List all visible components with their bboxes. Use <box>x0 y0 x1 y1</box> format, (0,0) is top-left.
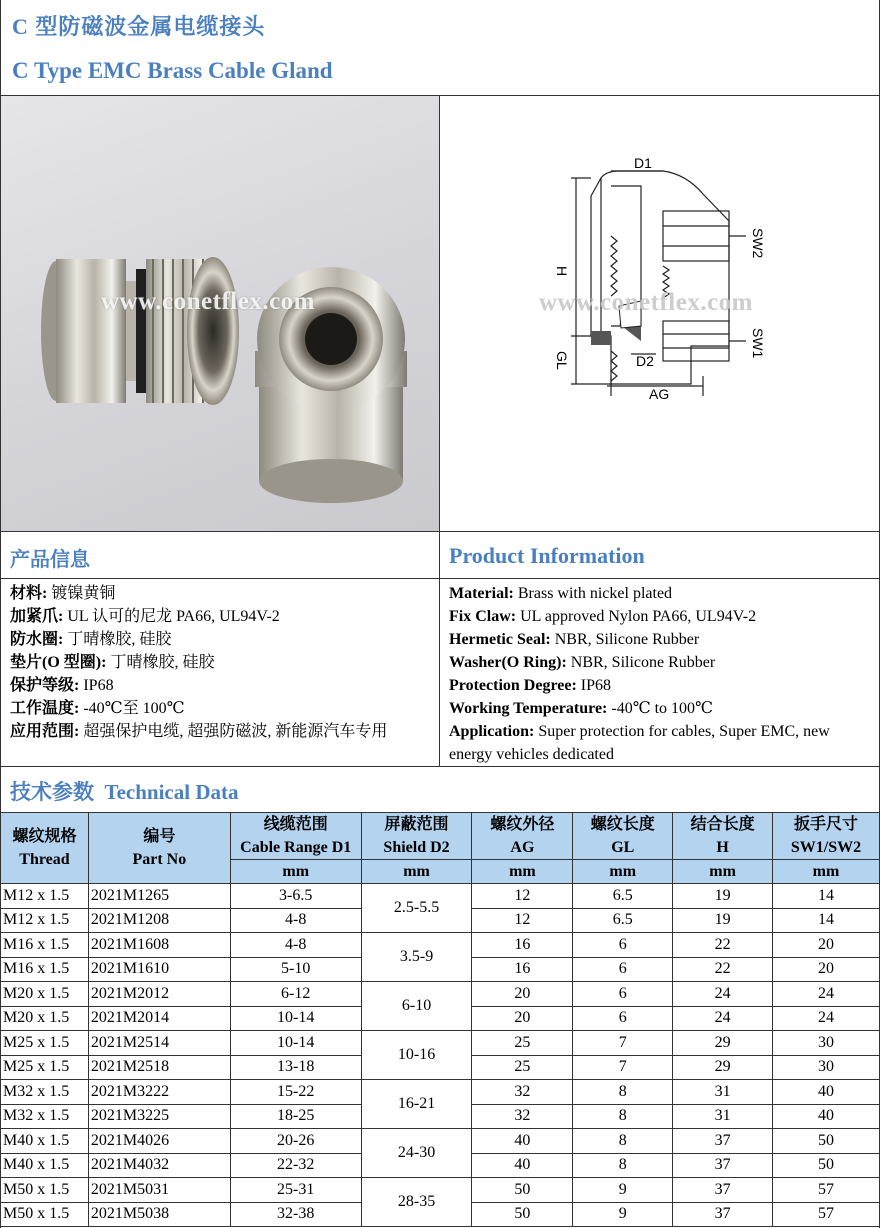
cell-h: 22 <box>673 933 773 958</box>
cell-ag: 40 <box>472 1153 573 1178</box>
unit-cell: mm <box>230 860 361 884</box>
cell-part: 2021M2014 <box>88 1006 230 1031</box>
cell-cable: 10-14 <box>230 1006 361 1031</box>
table-row <box>1 1031 880 1056</box>
cell-cable: 15-22 <box>230 1080 361 1105</box>
info-line-washer: 垫片(O 型圈): 丁晴橡胶, 硅胶 <box>10 654 215 671</box>
column-divider <box>439 95 440 766</box>
cell-sw: 24 <box>773 982 880 1007</box>
product-photo <box>1 96 439 531</box>
cell-shield: 10-16 <box>361 1031 472 1080</box>
cell-gl: 7 <box>573 1055 673 1080</box>
cell-sw: 57 <box>773 1202 880 1227</box>
cell-gl: 8 <box>573 1153 673 1178</box>
cell-h: 37 <box>673 1178 773 1203</box>
cell-thread: M20 x 1.5 <box>1 1006 89 1031</box>
info-line-material: 材料: 镀镍黄铜 <box>10 585 116 602</box>
cell-thread: M40 x 1.5 <box>1 1129 89 1154</box>
cell-shield: 16-21 <box>361 1080 472 1129</box>
column-header-ag: 螺纹外径 AG <box>472 813 573 860</box>
cell-h: 37 <box>673 1129 773 1154</box>
cell-thread: M25 x 1.5 <box>1 1031 89 1056</box>
cell-gl: 6 <box>573 933 673 958</box>
cell-sw: 40 <box>773 1080 880 1105</box>
cell-sw: 50 <box>773 1129 880 1154</box>
cell-thread: M16 x 1.5 <box>1 933 89 958</box>
cell-ag: 40 <box>472 1129 573 1154</box>
table-row <box>1 1129 880 1154</box>
cell-sw: 14 <box>773 884 880 909</box>
info-list-chinese <box>10 582 430 743</box>
technical-data-heading <box>10 776 238 806</box>
cell-thread: M16 x 1.5 <box>1 957 89 982</box>
cell-shield: 6-10 <box>361 982 472 1031</box>
cell-sw: 40 <box>773 1104 880 1129</box>
cell-ag: 50 <box>472 1202 573 1227</box>
info-line-material: Material: Brass with nickel plated <box>449 585 673 602</box>
cell-ag: 32 <box>472 1080 573 1105</box>
cell-cable: 4-8 <box>230 933 361 958</box>
info-line-seal: Hermetic Seal: NBR, Silicone Rubber <box>449 631 700 648</box>
technical-heading-english: Technical Data <box>104 780 239 804</box>
cell-h: 37 <box>673 1202 773 1227</box>
unit-cell: mm <box>773 860 880 884</box>
cell-thread: M40 x 1.5 <box>1 1153 89 1178</box>
unit-cell: mm <box>573 860 673 884</box>
cell-ag: 25 <box>472 1031 573 1056</box>
cell-part: 2021M5031 <box>88 1178 230 1203</box>
cell-thread: M32 x 1.5 <box>1 1104 89 1129</box>
left-gland <box>41 257 239 405</box>
cell-cable: 18-25 <box>230 1104 361 1129</box>
cell-gl: 6.5 <box>573 908 673 933</box>
info-line-temperature: Working Temperature: -40℃ to 100℃ <box>449 700 713 717</box>
label-sw2: SW2 <box>750 228 766 259</box>
cell-ag: 20 <box>472 1006 573 1031</box>
cell-ag: 16 <box>472 933 573 958</box>
cell-sw: 14 <box>773 908 880 933</box>
cell-thread: M12 x 1.5 <box>1 908 89 933</box>
cell-ag: 25 <box>472 1055 573 1080</box>
info-line-washer: Washer(O Ring): NBR, Silicone Rubber <box>449 654 716 671</box>
cell-ag: 16 <box>472 957 573 982</box>
cell-cable: 10-14 <box>230 1031 361 1056</box>
divider <box>0 531 880 532</box>
cell-cable: 3-6.5 <box>230 884 361 909</box>
cell-gl: 9 <box>573 1202 673 1227</box>
divider <box>0 766 880 767</box>
cell-part: 2021M3225 <box>88 1104 230 1129</box>
cell-cable: 25-31 <box>230 1178 361 1203</box>
cell-shield: 28-35 <box>361 1178 472 1227</box>
technical-heading-chinese: 技术参数 <box>10 780 94 804</box>
unit-cell: mm <box>472 860 573 884</box>
cell-part: 2021M2514 <box>88 1031 230 1056</box>
label-d1: D1 <box>634 155 652 171</box>
info-list-english <box>449 582 877 766</box>
info-line-application: 应用范围: 超强保护电缆, 超强防磁波, 新能源汽车专用 <box>10 723 388 740</box>
cell-h: 24 <box>673 1006 773 1031</box>
cell-thread: M25 x 1.5 <box>1 1055 89 1080</box>
watermark-photo: www.conetflex.com <box>101 288 315 315</box>
column-header-cable-range: 线缆范围 Cable Range D1 <box>230 813 361 860</box>
label-h: H <box>554 266 570 277</box>
cell-h: 31 <box>673 1104 773 1129</box>
info-line-fix-claw: 加紧爪: UL 认可的尼龙 PA66, UL94V-2 <box>10 608 280 625</box>
cell-ag: 50 <box>472 1178 573 1203</box>
cell-sw: 24 <box>773 1006 880 1031</box>
cell-part: 2021M2012 <box>88 982 230 1007</box>
info-line-fix-claw: Fix Claw: UL approved Nylon PA66, UL94V-2 <box>449 608 757 625</box>
cell-part: 2021M1610 <box>88 957 230 982</box>
cell-gl: 8 <box>573 1129 673 1154</box>
cell-h: 22 <box>673 957 773 982</box>
label-ag: AG <box>649 386 670 402</box>
cell-h: 29 <box>673 1055 773 1080</box>
cell-shield: 24-30 <box>361 1129 472 1178</box>
cell-gl: 9 <box>573 1178 673 1203</box>
cell-sw: 20 <box>773 933 880 958</box>
table-row <box>1 1080 880 1105</box>
cell-part: 2021M4026 <box>88 1129 230 1154</box>
info-line-protection: 保护等级: IP68 <box>10 677 114 694</box>
cell-shield: 2.5-5.5 <box>361 884 472 933</box>
info-line-protection: Protection Degree: IP68 <box>449 677 612 694</box>
table-header-row <box>1 813 880 860</box>
cell-part: 2021M3222 <box>88 1080 230 1105</box>
cell-sw: 30 <box>773 1031 880 1056</box>
cell-cable: 5-10 <box>230 957 361 982</box>
cell-gl: 6.5 <box>573 884 673 909</box>
cell-ag: 12 <box>472 908 573 933</box>
column-header-part-no: 编号 Part No <box>88 813 230 884</box>
table-row <box>1 884 880 909</box>
cell-thread: M20 x 1.5 <box>1 982 89 1007</box>
unit-cell: mm <box>673 860 773 884</box>
cell-h: 37 <box>673 1153 773 1178</box>
cell-h: 19 <box>673 884 773 909</box>
label-d2: D2 <box>636 353 654 369</box>
info-line-temperature: 工作温度: -40℃至 100℃ <box>10 700 185 717</box>
divider <box>0 578 880 579</box>
cell-ag: 20 <box>472 982 573 1007</box>
table-row <box>1 982 880 1007</box>
cell-ag: 12 <box>472 884 573 909</box>
column-header-gl: 螺纹长度 GL <box>573 813 673 860</box>
cell-cable: 6-12 <box>230 982 361 1007</box>
table-row <box>1 933 880 958</box>
info-heading-english: Product Information <box>449 543 645 568</box>
cell-part: 2021M1208 <box>88 908 230 933</box>
cell-gl: 6 <box>573 957 673 982</box>
column-header-thread: 螺纹规格 Thread <box>1 813 89 884</box>
watermark-drawing: www.conetflex.com <box>539 289 753 316</box>
cell-cable: 22-32 <box>230 1153 361 1178</box>
info-heading-chinese: 产品信息 <box>10 549 90 571</box>
cell-sw: 30 <box>773 1055 880 1080</box>
cell-cable: 20-26 <box>230 1129 361 1154</box>
cell-h: 24 <box>673 982 773 1007</box>
cell-sw: 57 <box>773 1178 880 1203</box>
info-line-seal: 防水圈: 丁晴橡胶, 硅胶 <box>10 631 172 648</box>
cell-ag: 32 <box>472 1104 573 1129</box>
info-line-application: Application: Super protection for cables, Super EMC, new energy vehicles dedicated <box>449 723 830 763</box>
column-header-sw: 扳手尺寸 SW1/SW2 <box>773 813 880 860</box>
cell-sw: 20 <box>773 957 880 982</box>
cell-h: 19 <box>673 908 773 933</box>
table-body <box>1 884 880 1227</box>
cell-part: 2021M5038 <box>88 1202 230 1227</box>
cell-cable: 4-8 <box>230 908 361 933</box>
cell-h: 29 <box>673 1031 773 1056</box>
cell-gl: 8 <box>573 1104 673 1129</box>
cell-gl: 6 <box>573 982 673 1007</box>
cell-cable: 32-38 <box>230 1202 361 1227</box>
cell-gl: 8 <box>573 1080 673 1105</box>
dimension-drawing <box>441 96 879 531</box>
cell-sw: 50 <box>773 1153 880 1178</box>
unit-cell: mm <box>361 860 472 884</box>
title-chinese: C 型防磁波金属电缆接头 <box>12 14 266 39</box>
cell-h: 31 <box>673 1080 773 1105</box>
cell-thread: M12 x 1.5 <box>1 884 89 909</box>
cell-cable: 13-18 <box>230 1055 361 1080</box>
technical-data-table <box>0 812 880 1227</box>
cell-part: 2021M1608 <box>88 933 230 958</box>
cell-gl: 7 <box>573 1031 673 1056</box>
column-header-h: 结合长度 H <box>673 813 773 860</box>
cell-thread: M32 x 1.5 <box>1 1080 89 1105</box>
cell-part: 2021M1265 <box>88 884 230 909</box>
cell-part: 2021M2518 <box>88 1055 230 1080</box>
table-row <box>1 1178 880 1203</box>
cell-shield: 3.5-9 <box>361 933 472 982</box>
label-sw1: SW1 <box>750 328 766 359</box>
cell-part: 2021M4032 <box>88 1153 230 1178</box>
column-header-shield: 屏蔽范围 Shield D2 <box>361 813 472 860</box>
cell-gl: 6 <box>573 1006 673 1031</box>
label-gl: GL <box>554 351 570 370</box>
cell-thread: M50 x 1.5 <box>1 1202 89 1227</box>
title-english: C Type EMC Brass Cable Gland <box>12 58 333 83</box>
cell-thread: M50 x 1.5 <box>1 1178 89 1203</box>
